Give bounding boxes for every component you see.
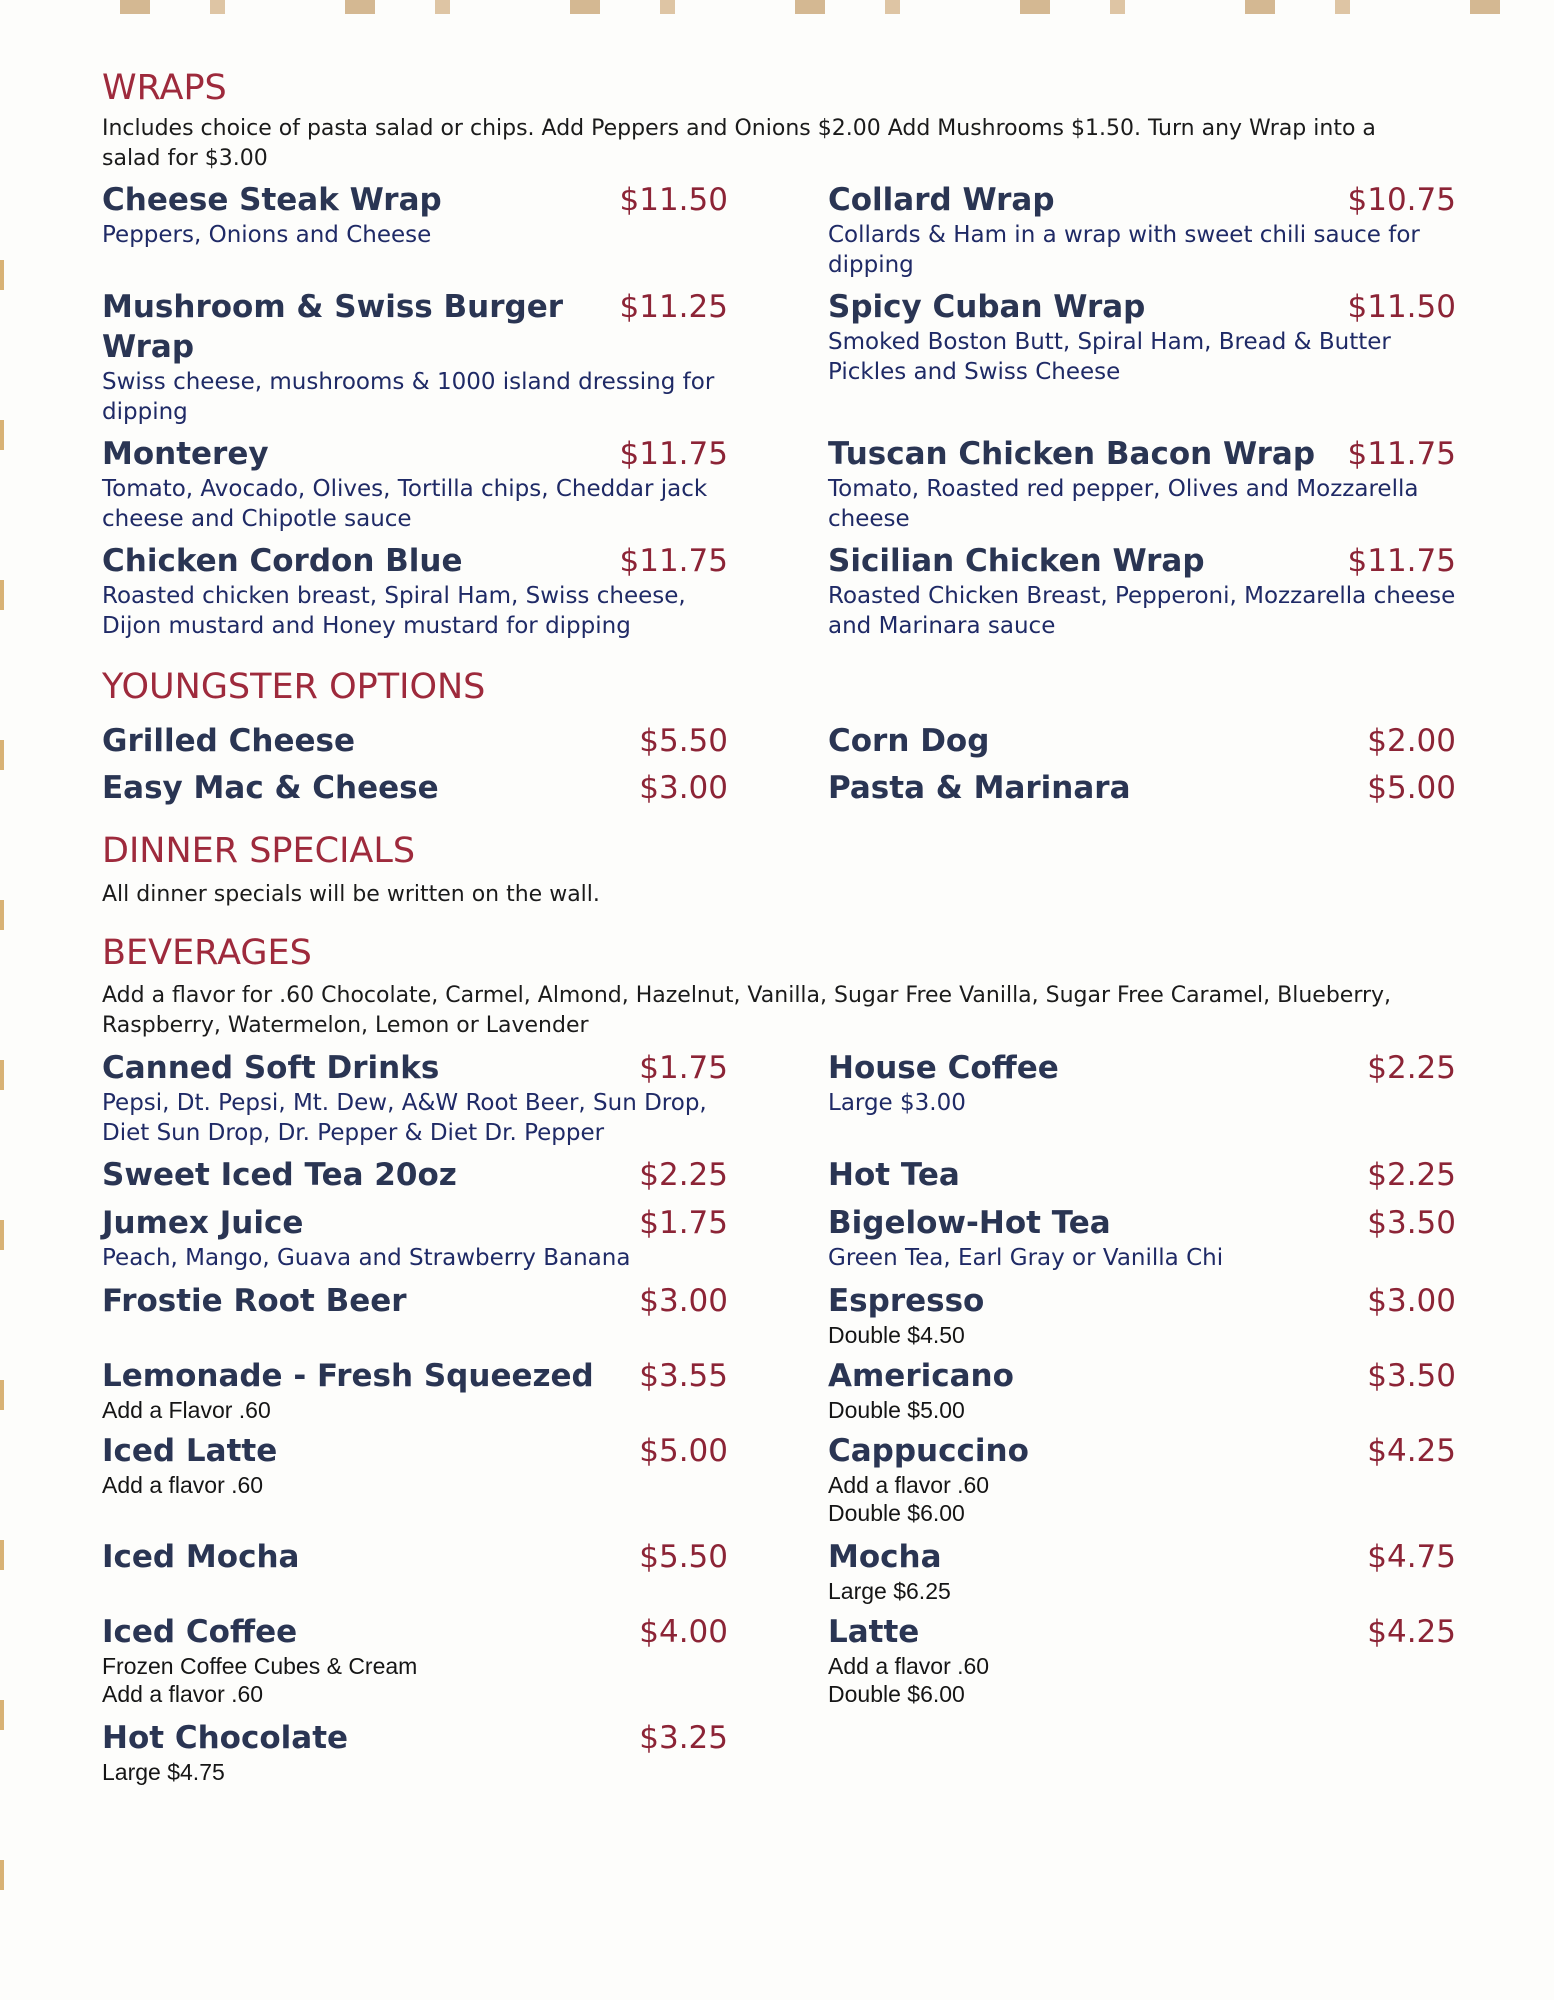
item-description: Roasted chicken breast, Spiral Ham, Swiss cheese, Dijon mustard and Honey mustard for dipping (102, 583, 686, 639)
item-price: $1.75 (639, 1205, 728, 1241)
item-name: Iced Latte (102, 1433, 278, 1469)
menu-item (102, 1155, 728, 1195)
item-name: Latte (828, 1614, 920, 1650)
menu-item (102, 1281, 728, 1321)
menu-item (102, 1537, 728, 1577)
menu-item (828, 180, 1456, 280)
item-price: $2.25 (1367, 1050, 1456, 1086)
menu-item (828, 1431, 1456, 1527)
top-edge-decoration (0, 0, 1554, 14)
item-price: $4.00 (639, 1614, 728, 1650)
item-name: Iced Mocha (102, 1539, 300, 1575)
menu-item (102, 1718, 728, 1786)
item-price: $4.75 (1367, 1539, 1456, 1575)
menu-item (828, 1612, 1456, 1708)
item-name: Easy Mac & Cheese (102, 770, 439, 806)
item-price: $3.00 (1367, 1283, 1456, 1319)
item-description-extra: Add a flavor .60 (102, 1681, 264, 1707)
dinner-title: DINNER SPECIALS (102, 831, 416, 871)
menu-item (828, 1155, 1456, 1195)
menu-item (102, 180, 728, 250)
item-name: Cappuccino (828, 1433, 1029, 1469)
item-price: $5.50 (639, 1539, 728, 1575)
item-description: Green Tea, Earl Gray or Vanilla Chi (828, 1245, 1224, 1271)
item-description: Smoked Boston Butt, Spiral Ham, Bread & Butter Pickles and Swiss Cheese (828, 329, 1391, 385)
item-price: $3.00 (639, 770, 728, 806)
menu-item (828, 721, 1456, 761)
item-price: $5.00 (639, 1433, 728, 1469)
item-description: Add a flavor .60 (102, 1472, 264, 1498)
item-name: Lemonade - Fresh Squeezed (102, 1358, 594, 1394)
item-name: Chicken Cordon Blue (102, 543, 463, 579)
menu-item (828, 434, 1456, 534)
item-description: Peppers, Onions and Cheese (102, 222, 432, 248)
beverages-note: Add a flavor for .60 Chocolate, Carmel, Almond, Hazelnut, Vanilla, Sugar Free Vanilla, Sugar Free Caramel, Blueberry, Raspberry, Watermelon, Lemon or Lavender (102, 983, 1392, 1038)
item-name: Sweet Iced Tea 20oz (102, 1157, 457, 1193)
item-name: Hot Chocolate (102, 1720, 349, 1756)
left-edge-marks (0, 180, 4, 1980)
item-name: Sicilian Chicken Wrap (828, 543, 1205, 579)
item-description: Tomato, Avocado, Olives, Tortilla chips, Cheddar jack cheese and Chipotle sauce (102, 476, 708, 532)
item-name: Canned Soft Drinks (102, 1050, 440, 1086)
item-description: Roasted Chicken Breast, Pepperoni, Mozzarella cheese and Marinara sauce (828, 583, 1456, 639)
item-description: Add a Flavor .60 (102, 1397, 271, 1423)
item-name: Cheese Steak Wrap (102, 182, 442, 218)
item-price: $4.25 (1367, 1614, 1456, 1650)
beverages-title: BEVERAGES (102, 933, 312, 973)
item-price: $5.50 (639, 723, 728, 759)
menu-item (102, 768, 728, 808)
menu-item (102, 1203, 728, 1273)
item-name: Mushroom & Swiss Burger Wrap (102, 289, 564, 365)
item-description: Tomato, Roasted red pepper, Olives and Mozzarella cheese (828, 476, 1419, 532)
item-name: Frostie Root Beer (102, 1283, 407, 1319)
dinner-note: All dinner specials will be written on the wall. (102, 882, 600, 907)
item-price: $2.25 (1367, 1157, 1456, 1193)
item-price: $11.75 (619, 543, 728, 579)
item-price: $10.75 (1347, 182, 1456, 218)
item-name: House Coffee (828, 1050, 1059, 1086)
item-description-extra: Double $6.00 (828, 1500, 965, 1526)
menu-item (828, 1537, 1456, 1605)
item-price: $1.75 (639, 1050, 728, 1086)
menu-item (102, 721, 728, 761)
item-description-extra: Double $6.00 (828, 1681, 965, 1707)
menu-item (102, 541, 728, 641)
item-name: Monterey (102, 436, 269, 472)
menu-item (102, 1612, 728, 1708)
menu-item (828, 541, 1456, 641)
item-price: $2.25 (639, 1157, 728, 1193)
menu-item (828, 1048, 1456, 1118)
item-description: Peach, Mango, Guava and Strawberry Banana (102, 1245, 631, 1271)
menu-item (828, 1281, 1456, 1349)
item-price: $3.50 (1367, 1358, 1456, 1394)
item-description: Large $4.75 (102, 1759, 225, 1785)
youngster-title: YOUNGSTER OPTIONS (102, 667, 486, 707)
menu-item (102, 1356, 728, 1424)
item-name: Grilled Cheese (102, 723, 355, 759)
item-name: Collard Wrap (828, 182, 1055, 218)
item-price: $3.25 (639, 1720, 728, 1756)
item-price: $4.25 (1367, 1433, 1456, 1469)
item-name: Iced Coffee (102, 1614, 298, 1650)
menu-item (102, 434, 728, 534)
item-description: Frozen Coffee Cubes & Cream (102, 1653, 418, 1679)
item-description: Large $6.25 (828, 1578, 951, 1604)
item-price: $11.75 (1347, 436, 1456, 472)
item-name: Hot Tea (828, 1157, 960, 1193)
item-description: Pepsi, Dt. Pepsi, Mt. Dew, A&W Root Beer, Sun Drop, Diet Sun Drop, Dr. Pepper & Diet Dr. Pepper (102, 1090, 707, 1146)
item-name: Jumex Juice (102, 1205, 304, 1241)
item-price: $11.50 (1347, 289, 1456, 325)
menu-item (102, 1431, 728, 1499)
item-description: Large $3.00 (828, 1090, 966, 1116)
menu-item (102, 287, 728, 427)
menu-item (102, 1048, 728, 1148)
item-price: $11.75 (619, 436, 728, 472)
item-description: Collards & Ham in a wrap with sweet chili sauce for dipping (828, 222, 1420, 278)
item-description: Swiss cheese, mushrooms & 1000 island dressing for dipping (102, 369, 715, 425)
menu-item (828, 1203, 1456, 1273)
item-price: $11.25 (619, 289, 728, 325)
item-name: Spicy Cuban Wrap (828, 289, 1146, 325)
item-price: $11.75 (1347, 543, 1456, 579)
item-price: $11.50 (619, 182, 728, 218)
item-price: $3.55 (639, 1358, 728, 1394)
wraps-title: WRAPS (102, 68, 227, 108)
menu-item (828, 1356, 1456, 1424)
item-description: Add a flavor .60 (828, 1653, 990, 1679)
item-description: Add a flavor .60 (828, 1472, 990, 1498)
item-name: Pasta & Marinara (828, 770, 1131, 806)
item-name: Corn Dog (828, 723, 990, 759)
item-name: Bigelow-Hot Tea (828, 1205, 1111, 1241)
item-price: $3.50 (1367, 1205, 1456, 1241)
item-description: Double $5.00 (828, 1397, 965, 1423)
menu-item (828, 287, 1456, 387)
item-name: Tuscan Chicken Bacon Wrap (828, 436, 1316, 472)
item-name: Mocha (828, 1539, 942, 1575)
wraps-note: Includes choice of pasta salad or chips. Add Peppers and Onions $2.00 Add Mushrooms $1.50. Turn any Wrap into a salad for $3.00 (102, 116, 1376, 171)
item-price: $2.00 (1367, 723, 1456, 759)
item-price: $3.00 (639, 1283, 728, 1319)
item-description: Double $4.50 (828, 1322, 965, 1348)
item-name: Espresso (828, 1283, 985, 1319)
item-name: Americano (828, 1358, 1014, 1394)
item-price: $5.00 (1367, 770, 1456, 806)
menu-item (828, 768, 1456, 808)
